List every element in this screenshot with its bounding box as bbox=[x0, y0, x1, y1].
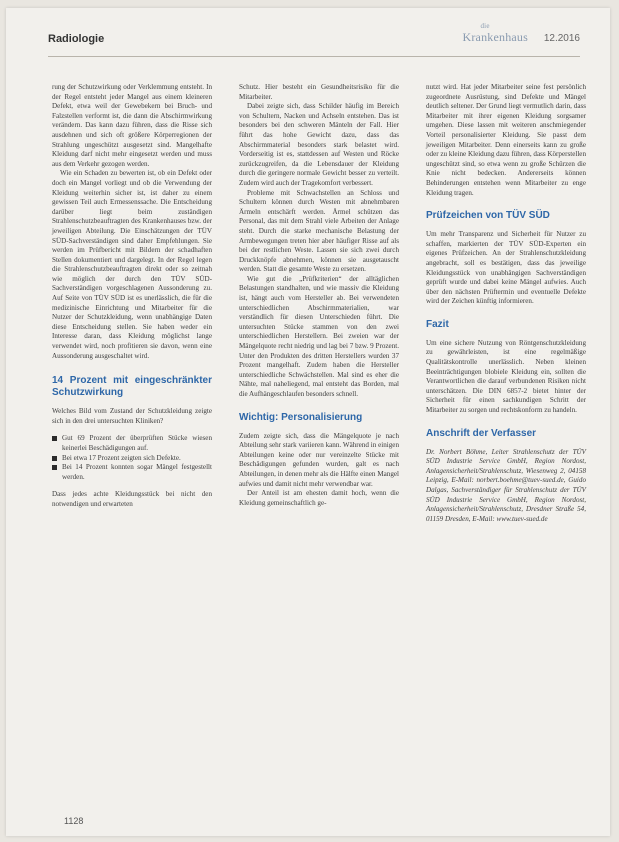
issue-date: 12.2016 bbox=[543, 33, 580, 44]
text-column-3 bbox=[426, 83, 586, 524]
subheading: Wichtig: Personalisierung bbox=[239, 411, 363, 423]
paragraph: nutzt wird. Hat jeder Mitarbeiter seine fest persönlich zugeordnete Ausrüstung, sind Defekte und Mängel deutlich seltener. Der Grund liegt vermutlich darin, dass Mitarbeiter mit ihrer eigenen Kleidung sorgsamer umgehen. Diese lassen mit weiteren anschmiegender Vorteil personalisierter Kleidung. Sie passt dem jeweiligen Mitarbeiter. Denn einerseits kann zu große oder zu kleine Kleidung dazu führen, dass Körperstellen ungeschützt sind, so etwa wenn zu große Schürzen die Knie nicht bedecken. Andererseits können Behinderungen entstehen wenn Mitarbeiter zu enge Kleidung tragen. bbox=[426, 83, 586, 197]
page-number: 1128 bbox=[64, 816, 84, 826]
paragraph: Zudem zeigte sich, dass die Mängelquote je nach Abteilung sehr stark variieren kann. Während in einigen Abteilungen keine oder nur vereinzelte Stücke mit Beschädigungen gefunden wurden, galt es nach Abteilungen, in denen mehr als die Hälfte einen Mangel aufwies und damit nicht mehr verwendbar war. bbox=[239, 431, 399, 488]
subheading: Prüfzeichen von TÜV SÜD bbox=[426, 210, 550, 222]
paragraph: Schutz. Hier besteht ein Gesundheitsrisiko für die Mitarbeiter. bbox=[239, 83, 399, 101]
author-address: Dr. Norbert Böhme, Leiter Strahlenschutz der TÜV SÜD Industrie Service GmbH, Region Nordost, Anlagensicherheit/Strahlenschutz, Wiesenweg 2, 04158 Leipzig, E-Mail: norbert.boehme@tuev-sued.de, Guido Dalgas, Sachverständiger für Strahlenschutz der TÜV SÜD Industrie Service GmbH, Region Nordost, Anlagensicherheit/Strahlenschutz, Dresdner Straße 54, 01159 Dresden, E-Mail: www.tuev-sued.de bbox=[426, 447, 586, 523]
bullet-item: Bei etwa 17 Prozent zeigten sich Defekte. bbox=[52, 454, 212, 464]
text-column-2 bbox=[239, 83, 399, 508]
page-header bbox=[48, 22, 580, 57]
subheading: Fazit bbox=[426, 318, 449, 330]
journal-logo bbox=[462, 22, 528, 45]
journal-logo-name: Krankenhaus bbox=[462, 30, 528, 44]
section-title: Radiologie bbox=[48, 33, 105, 45]
bullet-item: Bei 14 Prozent konnten sogar Mängel festgestellt werden. bbox=[52, 463, 212, 482]
subheading: 14 Prozent mit eingeschränkter Schutzwirkung bbox=[52, 375, 212, 399]
paragraph: Wie ein Schaden zu bewerten ist, ob ein Defekt oder doch ein Mangel vorliegt und ob die Verwendung der Kleidung weiterhin sicher ist, ist daher zu einem gewissen Teil auch Ermessenssache. Die Entscheidung darüber liegt beim zuständigen Strahlenschutzbeauftragten des Krankenhauses bzw. der jeweiligen Abteilung. Die Einschätzungen der TÜV SÜD-Sachverständigen sind daher Empfehlungen. Sie werden im Prüfbericht mit Bildern der schadhaften Stellen dokumentiert und dargelegt. In der Regel legen die Strahlenschutzbeauftragten direkt oder so zeitnah wie möglich der durch den TÜV SÜD-Sachverständigen vorgeschlagenen Aussonderung zu. Auf Seite von TÜV SÜD ist es unerlässlich, die für die medizinische Einrichtung und Mitarbeiter für die Nutzer der Schutzkleidung, wenn unabhängige Daten diese Entscheidung stellen. Sie haben weder ein Interesse daran, dass Kleidung möglichst lange verwendet wird, noch profitieren sie davon, wenn eine Aussonderung ausgeschaltet wird. bbox=[52, 169, 212, 360]
paragraph: Um eine sichere Nutzung von Röntgenschutzkleidung zu gewährleisten, ist eine regelmäßige Qualitätskontrolle unerlässlich. Neben kleinen Beeinträchtigungen blobiele Kleidung ein, sollten die Verantwortlichen die darauf verbundenen Risiken nicht unterschätzen. Die DIN 6857-2 bietet hinter der Sicherheit für einen sachkundigen Schritt der Mitarbeiter zu sorgen und rechtskonform zu handeln. bbox=[426, 338, 586, 415]
text-column-1 bbox=[52, 83, 212, 510]
paragraph: Dabei zeigte sich, dass Schilder häufig im Bereich von Schultern, Nacken und Achseln entstehen. Das ist besonders bei den schweren Mänteln der Fall. Hier führt das hohe Gewicht dazu, dass das Abschirmmaterial besonders stark belastet wird. Vorderseitig ist es, stattdessen auf Westen und Röcke zurückzugreifen, da die Lebensdauer der Kleidung durch die geringere normale Gewicht besser zu verteilt. Zudem wird auch der Tragekomfort verbessert. bbox=[239, 102, 399, 187]
subheading: Anschrift der Verfasser bbox=[426, 427, 537, 439]
bullet-item: Gut 69 Prozent der überprüften Stücke wiesen keinerlei Beschädigungen auf. bbox=[52, 434, 212, 453]
paragraph: Dass jedes achte Kleidungsstück bei nicht den notwendigen und erwarteten bbox=[52, 490, 212, 508]
paragraph: Wie gut die „Prüfkriterien“ der alltäglichen Belastungen standhalten, und wie massiv die Kleidung ist, hängt auch vom Hersteller ab. Bei verwendeten unterschiedlichen Abschirmmaterialien, war verständlich für diesen Unterschieden führt. Die untersuchten Stücke stammen von den zwei unterschiedlichen Herstellern. Bei zweien war der Mängelquote recht niedrig und lag bei 7 bzw. 9 Prozent. Unter den Produkten des dritten Herstellers wurden 37 Prozent mangelhaft. Zudem haben die Hersteller unterschiedliche Schwächstellen. Mal sind es eher die Nähte, mal naheliegend, mal entsteht das Borden, mal die Aufhängeschlaufen besonders schnell. bbox=[239, 274, 399, 398]
paragraph: Der Anteil ist am ehesten damit hoch, wenn die Kleidung gemeinschaftlich ge- bbox=[239, 489, 399, 507]
paragraph: Welches Bild vom Zustand der Schutzkleidung zeigte sich in den drei untersuchten Kliniken? bbox=[52, 407, 212, 425]
paragraph: Probleme mit Schwachstellen an Schloss und Schultern können durch Westen mit abnehmbaren Ärmeln entschärft werden. Ärmel schützen das Personal, das mit dem Strahl viele Arbeiten der Anlage steht. Durch die starke mechanische Belastung der Armbewegungen treten hier aber häufiger Risse auf als bei der restlichen Weste. Lassen sie sich zwei durch Druckknöpfe abnehmen, können sie ausgetauscht werden. Statt die gesamte Weste zu ersetzen. bbox=[239, 188, 399, 274]
paragraph: rung der Schutzwirkung oder Verklemmung entsteht. In der Regel entsteht jeder Mangel aus einem kleineren Defekt, etwa weil der Gewebekern bei Bruch- und Falzstellen verformt ist, die dann die Abschirmwirkung verändern. Das kann dazu führen, dass die Risse sich ausdehnen und sich oft größere Körperregionen der Strahlung ungeschützt ausgesetzt sind. Mangelhafte Kleidung darf nicht mehr eingesetzt werden und muss aus dem Verkehr gezogen werden. bbox=[52, 83, 212, 168]
document-page bbox=[6, 8, 610, 836]
journal-logo-prefix: die bbox=[480, 22, 490, 30]
bullet-list bbox=[52, 434, 212, 482]
paragraph: Um mehr Transparenz und Sicherheit für Nutzer zu schaffen, markierten der TÜV SÜD-Experten ein eigenes Prüfzeichen. An der Strahlenschutzkleidung angebracht, soll es bestätigen, dass das jeweilige Kleidungsstück von unabhängigen Sachverständigen geprüft wurde und dabei keine Mängel aufwies. Auch über den nächsten Prüftermin und eventuelle Defekte wird der Zeichen künftig informieren. bbox=[426, 230, 586, 306]
